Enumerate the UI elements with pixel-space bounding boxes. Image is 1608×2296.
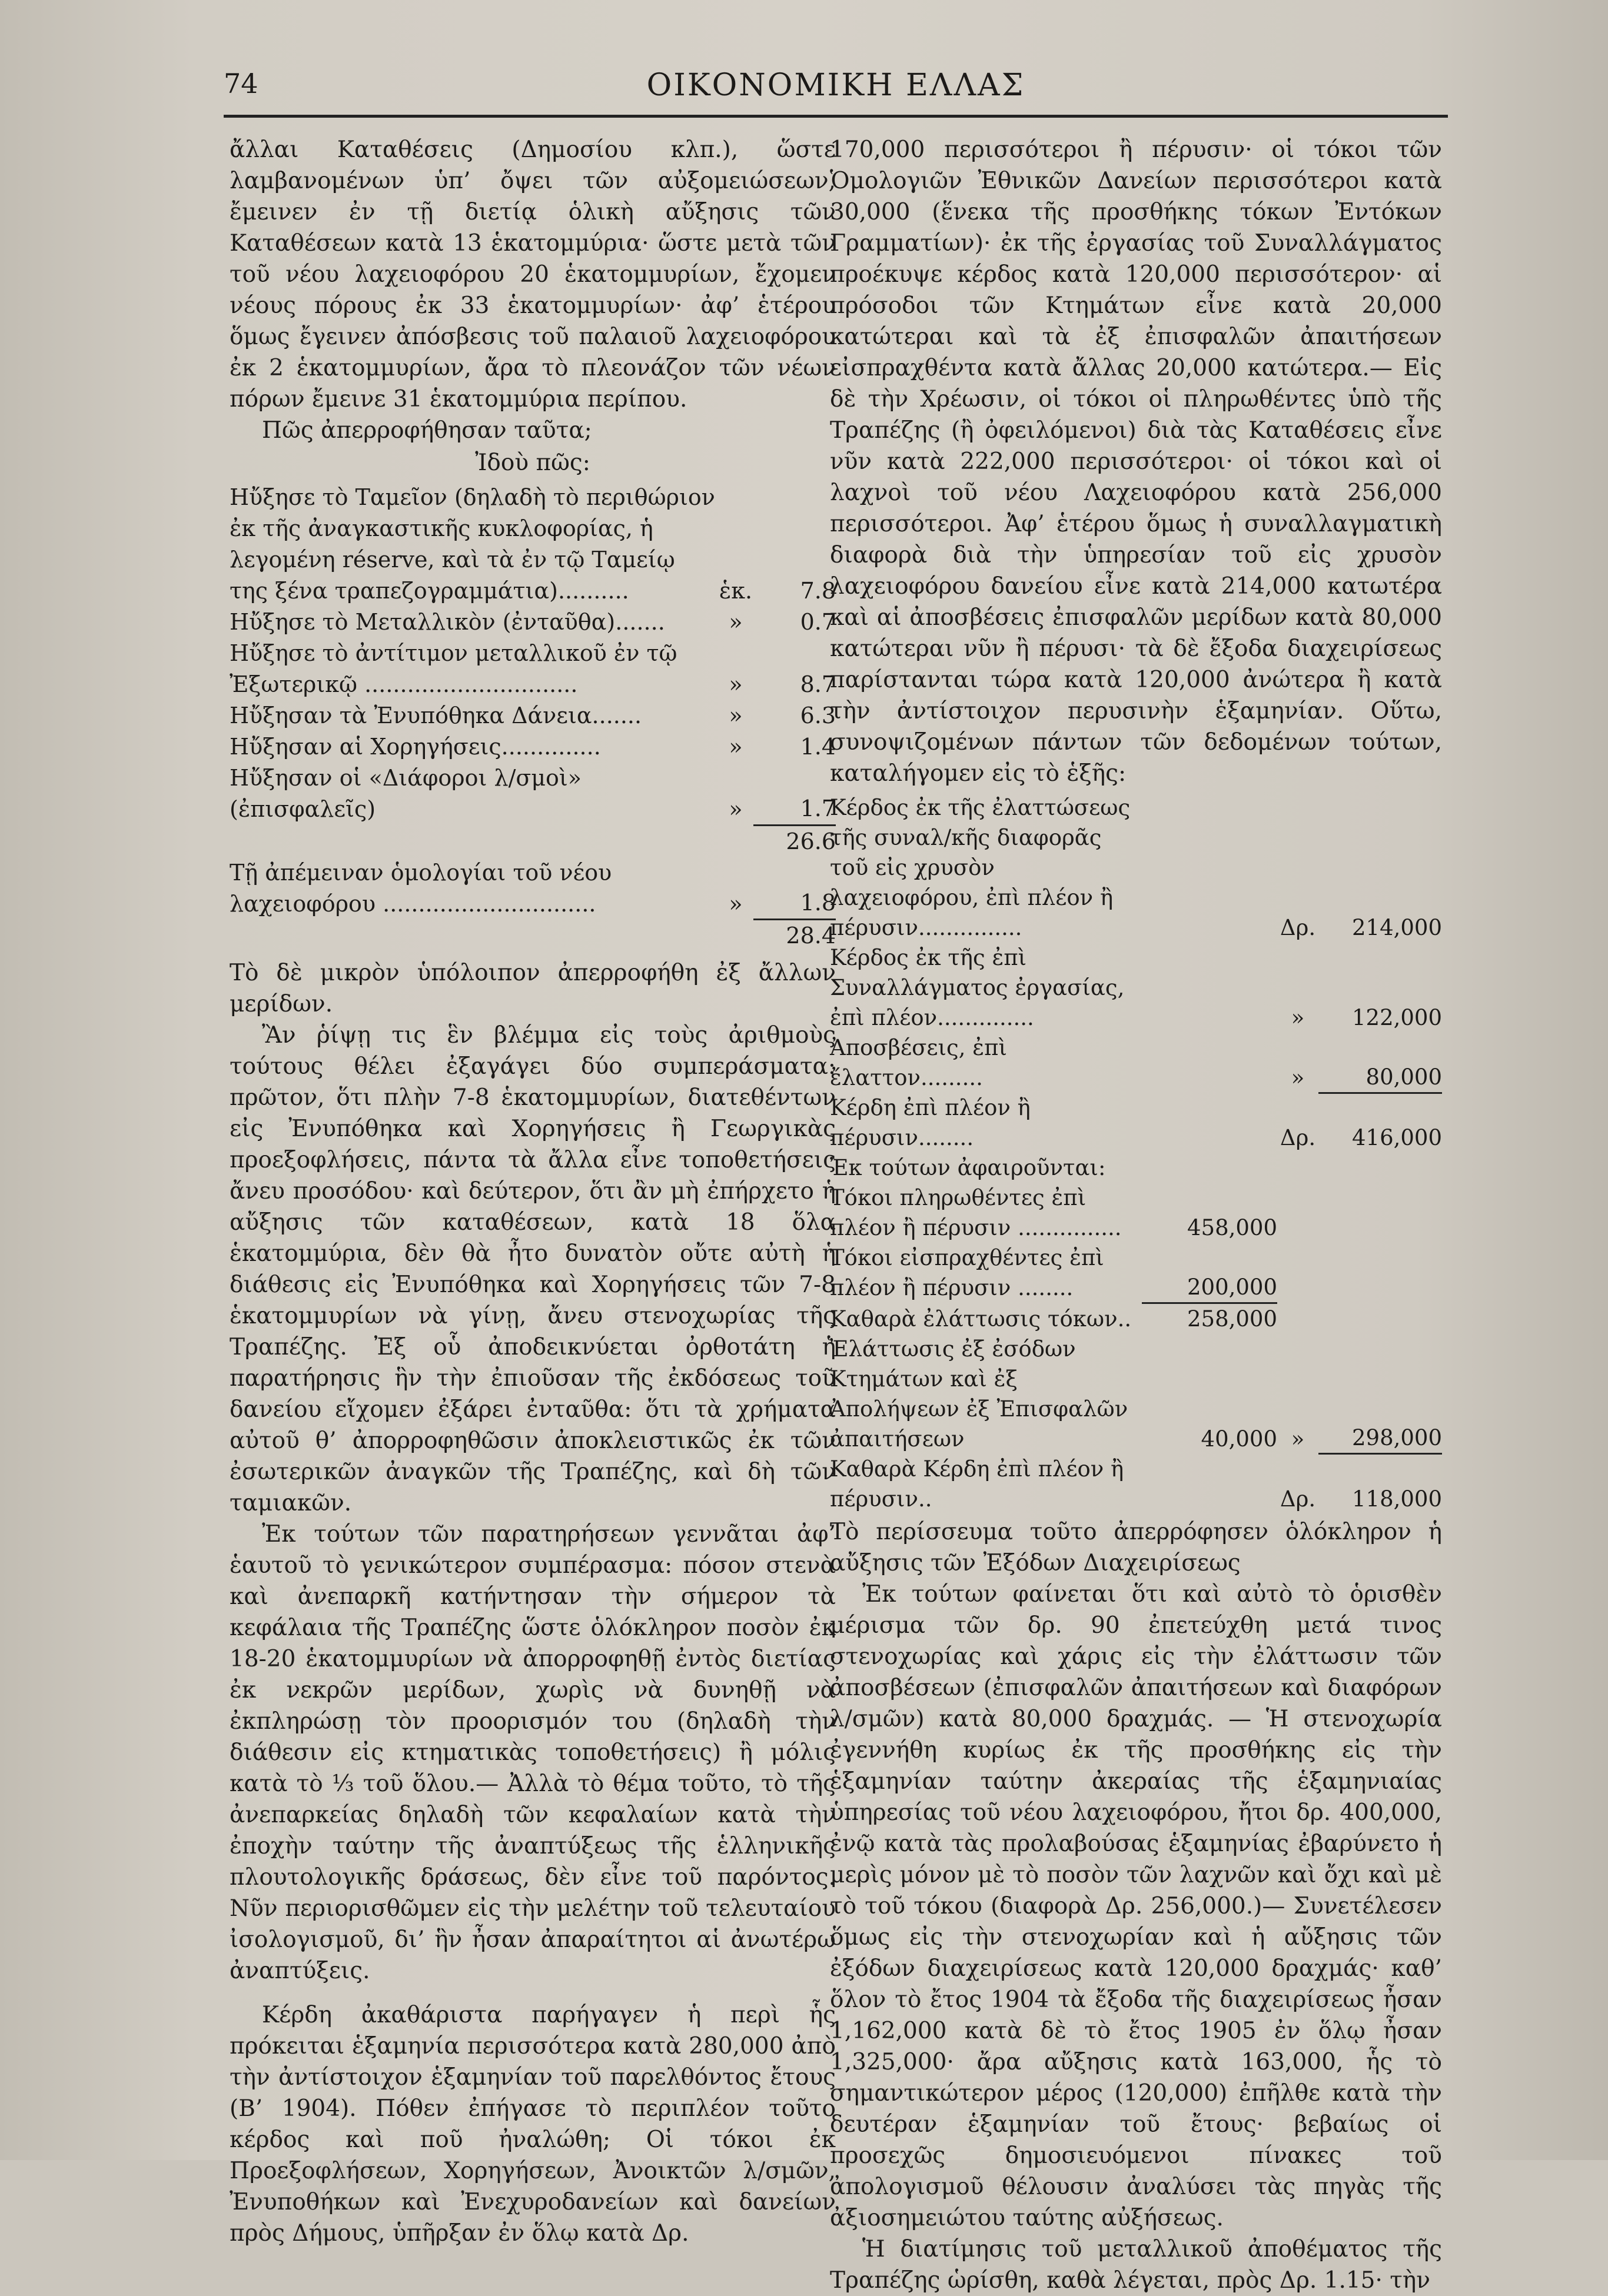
ledger-subtotal-row — [230, 825, 836, 857]
ledger-unit: » — [729, 609, 743, 635]
page-header — [224, 68, 1448, 115]
paragraph: Ἐκ τούτων τῶν παρατηρήσεων γεννᾶται ἀφ’ ἑαυτοῦ τὸ γενικώτερον συμπέρασμα: πόσον στενὰ καὶ ἀνεπαρκῆ κατήντησαν τὴν σήμερον τὰ κεφάλαια τῆς Τραπέζης ὥστε ὁλόκληρον ποσὸν ἐκ 18-20 ἑκατομμυρίων νὰ ἀπορροφηθῇ ἐντὸς διετίας ἐκ νεκρῶν μερίδων, χωρὶς νὰ δυνηθῇ νὰ ἐκπληρώσῃ τὸν προορισμόν του (δηλαδὴ τὴν διάθεσιν εἰς κτηματικὰς τοποθετήσεις) ἢ μόλις κατὰ τὸ ⅓ τοῦ ὅλου.— Ἀλλὰ τὸ θέμα τοῦτο, τὸ τῆς ἀνεπαρκείας δηλαδὴ τῶν κεφαλαίων κατὰ τὴν ἐποχὴν ταύτην τῆς ἀναπτύξεως τῆς ἑλληνικῆς πλουτολογικῆς δράσεως, δὲν εἶνε τοῦ παρόντος. Νῦν περιορισθῶμεν εἰς τὴν μελέτην τοῦ τελευταίου ἰσολογισμοῦ, δι’ ἣν ἦσαν ἀπαραίτητοι αἱ ἀνωτέρω ἀναπτύξεις. — [230, 1521, 836, 1984]
gain-label: Καθαρὰ ἐλάττωσις τόκων.. — [830, 1306, 1132, 1332]
ledger-total: 28.4 — [753, 920, 836, 952]
gain-subvalue — [1142, 1093, 1277, 1153]
absorption-ledger — [230, 482, 836, 951]
gain-label: Ἐλάττωσις ἐξ ἐσόδων Κτημάτων καὶ ἐξ Ἀπολήψεων ἐξ Ἐπισφαλῶν ἀπαιτήσεων — [830, 1336, 1128, 1452]
gain-value — [1318, 1243, 1442, 1303]
ledger-row — [230, 763, 836, 825]
gain-label: Τόκοι πληρωθέντες ἐπὶ πλέον ἢ πέρυσιν ............... — [830, 1185, 1122, 1240]
gain-subvalue: 200,000 — [1187, 1274, 1277, 1300]
gain-unit: » — [1291, 1426, 1305, 1452]
gain-unit: Δρ. — [1280, 1125, 1316, 1150]
ledger-unit: » — [729, 734, 743, 760]
gain-row — [830, 1303, 1442, 1334]
ledger-unit: » — [729, 671, 743, 697]
gain-row — [830, 1334, 1442, 1454]
ledger-unit: » — [729, 703, 743, 728]
gain-label: Τόκοι εἰσπραχθέντες ἐπὶ πλέον ἢ πέρυσιν ........ — [830, 1245, 1104, 1300]
gain-value: 416,000 — [1318, 1093, 1442, 1153]
gain-row — [830, 1093, 1442, 1153]
gain-summary-table — [830, 793, 1442, 1514]
gain-label: Ἐκ τούτων ἀφαιροῦνται: — [830, 1155, 1106, 1180]
gain-unit — [1277, 1303, 1318, 1334]
gain-label: Κέρδος ἐκ τῆς ἐπὶ Συναλλάγματος ἐργασίας, ἐπὶ πλέον.............. — [830, 945, 1125, 1030]
gain-subvalue — [1142, 943, 1277, 1033]
gain-unit: » — [1291, 1005, 1305, 1030]
gain-subvalue: 40,000 — [1201, 1426, 1277, 1452]
ledger-label: Ηὔξησε τὸ Ταμεῖον (δηλαδὴ τὸ περιθώριον ἐκ τῆς ἀναγκαστικῆς κυκλοφορίας, ἡ λεγομένη réserve, καὶ τὰ ἐν τῷ Ταμείῳ της ξένα τραπεζογραμμάτια).......... — [230, 484, 715, 604]
gain-value: 214,000 — [1351, 915, 1442, 940]
ledger-row — [230, 607, 836, 638]
ledger-value: 1.7 — [800, 795, 836, 821]
gain-unit: » — [1291, 1065, 1305, 1090]
gain-subvalue — [1142, 1153, 1277, 1183]
right-column — [830, 134, 1442, 2296]
ledger-total-row — [230, 920, 836, 952]
ledger-unit: ἑκ. — [719, 578, 753, 604]
gain-row — [830, 1033, 1442, 1093]
ledger-label: Τῇ ἀπέμειναν ὁμολογίαι τοῦ νέου λαχειοφόρου .............................. — [230, 859, 612, 917]
gain-subvalue: 458,000 — [1187, 1215, 1277, 1240]
gain-subvalue — [1142, 1033, 1277, 1093]
gain-label: Καθαρὰ Κέρδη ἐπὶ πλέον ἢ πέρυσιν.. — [830, 1456, 1124, 1512]
ledger-label: Ηὔξησε τὸ Μεταλλικὸν (ἐνταῦθα)....... — [230, 609, 665, 635]
ledger-value: 8.7 — [800, 671, 836, 697]
ledger-value: 7.8 — [800, 578, 836, 604]
gain-label: Ἀποσβέσεις, ἐπὶ ἔλαττον......... — [830, 1035, 1007, 1090]
ledger-label: Ηὔξησαν αἱ Χορηγήσεις.............. — [230, 734, 601, 760]
paragraph: Ἐκ τούτων φαίνεται ὅτι καὶ αὐτὸ τὸ ὁρισθὲν μέρισμα τῶν δρ. 90 ἐπετεύχθη μετά τινος στενοχωρίας καὶ χάρις εἰς τὴν ἐλάττωσιν τῶν ἀποσβέσεων (ἐπισφαλῶν ἀπαιτήσεων καὶ διαφόρων λ/σμῶν) κατὰ 80,000 δραχμάς. — Ἡ στενοχωρία ἐγεννήθη κυρίως ἐκ τῆς προσθήκης εἰς τὴν ἑξαμηνίαν ταύτην ἀκεραίας τῆς ἑξαμηνιαίας ὑπηρεσίας τοῦ νέου λαχειοφόρου, ἤτοι δρ. 400,000, ἐνῷ κατὰ τὰς προλαβούσας ἑξαμηνίας ἐβαρύνετο ἡ μερὶς μόνον μὲ τὸ ποσὸν τῶν λαχνῶν καὶ ὄχι καὶ μὲ τὸ τοῦ τόκου (διαφορὰ Δρ. 256,000.)— Συνετέλεσεν ὅμως εἰς τὴν στενοχωρίαν καὶ ἡ αὔξησις τῶν ἐξόδων διαχειρίσεως κατὰ 120,000 δραχμάς· καθ’ ὅλον τὸ ἔτος 1904 τὰ ἔξοδα τῆς διαχειρίσεως ἦσαν 1,162,000 κατὰ δὲ τὸ ἔτος 1905 ἐν ὅλῳ ἦσαν 1,325,000· ἄρα αὔξησις κατὰ 163,000, ἧς τὸ σημαντικώτερον μέρος (120,000) ἐπῆλθε κατὰ τὴν δευτέραν ἑξαμηνίαν τοῦ ἔτους· βεβαίως οἱ προσεχῶς δημοσιευόμενοι πίνακες τοῦ ἀπολογισμοῦ θέλουσιν ἀναλύσει τὰς πηγὰς τῆς ἀξιοσημειώτου ταύτης αὐξήσεως. — [830, 1580, 1442, 2231]
gain-unit — [1277, 1153, 1318, 1183]
gain-subvalue — [1142, 793, 1277, 943]
ledger-value: 0.7 — [800, 609, 836, 635]
gain-value: 118,000 — [1318, 1454, 1442, 1514]
gain-row — [830, 1454, 1442, 1514]
left-column — [230, 134, 836, 2249]
ledger-subtotal: 26.6 — [753, 825, 836, 857]
gain-row — [830, 1183, 1442, 1243]
gain-value — [1318, 1183, 1442, 1243]
ledger-unit: » — [729, 796, 743, 822]
gain-value: 122,000 — [1351, 1005, 1442, 1030]
ledger-label: Ηὔξησαν τὰ Ἐνυπόθηκα Δάνεια....... — [230, 703, 642, 728]
ledger-value: 6.3 — [800, 703, 836, 728]
gain-label: Κέρδη ἐπὶ πλέον ἢ πέρυσιν........ — [830, 1095, 1031, 1150]
gain-row — [830, 943, 1442, 1033]
ledger-value: 1.4 — [800, 734, 836, 760]
gain-unit: Δρ. — [1280, 1486, 1316, 1512]
ledger-unit: » — [729, 890, 743, 917]
paragraph: Πῶς ἀπερροφήθησαν ταῦτα; — [262, 417, 592, 444]
paragraph: ἄλλαι Καταθέσεις (Δημοσίου κλπ.), ὥστε λαμβανομένων ὑπ’ ὄψει τῶν αὐξομειώσεων, ἔμεινεν ἐν τῇ διετίᾳ ὁλικὴ αὔξησις τῶν Καταθέσεων κατὰ 13 ἑκατομμύρια· ὥστε μετὰ τῶν τοῦ νέου λαχειοφόρου 20 ἑκατομμυρίων, ἔχομεν νέους πόρους ἐκ 33 ἑκατομμυρίων· ἀφ’ ἑτέρου ὅμως ἔγεινεν ἀπόσβεσις τοῦ παλαιοῦ λαχειοφόρου ἐκ 2 ἑκατομμυρίων, ἄρα τὸ πλεονάζον τῶν νέων πόρων ἔμεινε 31 ἑκατομμύρια περίπου. — [230, 137, 836, 412]
paragraph: Ἂν ῥίψῃ τις ἓν βλέμμα εἰς τοὺς ἀριθμοὺς τούτους θέλει ἐξαγάγει δύο συμπεράσματα: πρῶτον, ὅτι πλὴν 7-8 ἑκατομμυρίων, διατεθέντων εἰς Ἐνυπόθηκα καὶ Χορηγήσεις ἢ Γεωργικὰς προεξοφλήσεις, πάντα τὰ ἄλλα εἶνε τοποθετήσεις ἄνευ προσόδου· καὶ δεύτερον, ὅτι ἂν μὴ ἐπήρχετο ἡ αὔξησις τῶν καταθέσεων, κατὰ 18 ὅλα ἑκατομμύρια, δὲν θὰ ἦτο δυνατὸν οὔτε αὐτὴ ἡ διάθεσις εἰς Ἐνυπόθηκα καὶ Χορηγήσεις τῶν 7-8 ἑκατομμυρίων νὰ γίνῃ, ἄνευ στενοχωρίας τῆς Τραπέζης. Ἐξ οὗ ἀποδεικνύεται ὀρθοτάτη ἡ παρατήρησις ἣν τὴν ἐπιοῦσαν τῆς ἐκδόσεως τοῦ δανείου εἴχομεν ἐξάρει ἐνταῦθα: ὅτι τὰ χρήματα αὐτοῦ θ’ ἀπορροφηθῶσιν ἀποκλειστικῶς ἐκ τῶν ἐσωτερικῶν ἀναγκῶν τῆς Τραπέζης, καὶ δὴ τῶν ταμιακῶν. — [230, 1022, 836, 1516]
ledger-row — [230, 857, 836, 920]
page-number: 74 — [224, 68, 258, 99]
header-rule — [224, 115, 1448, 118]
paragraph: Τὸ περίσσευμα τοῦτο ἀπερρόφησεν ὁλόκληρον ἡ αὔξησις τῶν Ἐξόδων Διαχειρίσεως — [830, 1518, 1442, 1576]
gain-row — [830, 793, 1442, 943]
running-title: ΟΙΚΟΝΟΜΙΚΗ ΕΛΛΑΣ — [646, 68, 1025, 103]
gain-value: 298,000 — [1351, 1425, 1442, 1450]
ledger-row — [230, 700, 836, 731]
paragraph: Τὸ δὲ μικρὸν ὑπόλοιπον ἀπερροφήθη ἐξ ἄλλων μερίδων. — [230, 960, 836, 1017]
paragraph: Κέρδη ἀκαθάριστα παρήγαγεν ἡ περὶ ἧς πρόκειται ἑξαμηνία περισσότερα κατὰ 280,000 ἀπὸ τὴν ἀντίστοιχον ἑξαμηνίαν τοῦ παρελθόντος ἔτους (Β’ 1904). Πόθεν ἐπήγασε τὸ περιπλέον τοῦτο κέρδος καὶ ποῦ ἠναλώθη; Οἱ τόκοι ἐκ Προεξοφλήσεων, Χορηγήσεων, Ἀνοικτῶν λ/σμῶν, Ἐνυποθήκων καὶ Ἐνεχυροδανείων καὶ δανείων πρὸς Δήμους, ὑπῆρξαν ἐν ὅλῳ κατὰ Δρ. — [230, 2002, 836, 2247]
ledger-row — [230, 482, 836, 607]
gain-label: Κέρδος ἐκ τῆς ἐλαττώσεως τῆς συναλ/κῆς διαφορᾶς τοῦ εἰς χρυσὸν λαχειοφόρου, ἐπὶ πλέον ἢ πέρυσιν............... — [830, 795, 1131, 940]
ledger-label: Ηὔξησε τὸ ἀντίτιμον μεταλλικοῦ ἐν τῷ Ἐξωτερικῷ .............................. — [230, 640, 677, 697]
gain-row — [830, 1153, 1442, 1183]
gain-value — [1318, 1303, 1442, 1334]
gain-subvalue — [1142, 1454, 1277, 1514]
ledger-row — [230, 731, 836, 763]
gain-subvalue: 258,000 — [1142, 1303, 1277, 1334]
gain-unit: Δρ. — [1280, 915, 1316, 940]
gain-value: 80,000 — [1366, 1064, 1442, 1090]
gain-unit — [1277, 1243, 1318, 1303]
gain-value — [1318, 1153, 1442, 1183]
paragraph: 170,000 περισσότεροι ἢ πέρυσιν· οἱ τόκοι τῶν Ὁμολογιῶν Ἐθνικῶν Δανείων περισσότεροι κατὰ 30,000 (ἕνεκα τῆς προσθήκης τόκων Ἐντόκων Γραμματίων)· ἐκ τῆς ἐργασίας τοῦ Συναλλάγματος προέκυψε κέρδος κατὰ 120,000 περισσότερον· αἱ πρόσοδοι τῶν Κτημάτων εἶνε κατὰ 20,000 κατώτεραι καὶ τὰ ἐξ ἐπισφαλῶν ἀπαιτήσεων εἰσπραχθέντα κατὰ ἄλλας 20,000 κατώτερα.— Εἰς δὲ τὴν Χρέωσιν, οἱ τόκοι οἱ πληρωθέντες ὑπὸ τῆς Τραπέζης (ἢ ὀφειλόμενοι) διὰ τὰς Καταθέσεις εἶνε νῦν κατὰ 222,000 περισσότεροι· οἱ τόκοι καὶ οἱ λαχνοὶ τοῦ νέου Λαχειοφόρου κατὰ 256,000 περισσότεροι. Ἀφ’ ἑτέρου ὅμως ἡ συναλλαγματικὴ διαφορὰ διὰ τὴν ὑπηρεσίαν τοῦ εἰς χρυσὸν λαχειοφόρου δανείου εἶνε κατὰ 214,000 κατωτέρα καὶ αἱ ἀποσβέσεις ἐπισφαλῶν μερίδων κατὰ 80,000 κατώτεραι νῦν ἢ πέρυσι· τὰ δὲ ἔξοδα διαχειρίσεως παρίστανται τώρα κατὰ 120,000 ἀνώτερα ἢ κατὰ τὴν ἀντίστοιχον περυσινὴν ἑξαμηνίαν. Οὕτω, συνοψιζομένων πάντων τῶν δεδομένων τούτων, καταλήγομεν εἰς τὸ ἑξῆς: — [830, 137, 1442, 787]
paragraph: Ἰδοὺ πῶς: — [475, 450, 590, 476]
paragraph: Ἡ διατίμησις τοῦ μεταλλικοῦ ἀποθέματος τῆς Τραπέζης ὡρίσθη, καθὰ λέγεται, πρὸς Δρ. 1.15· τὴν — [830, 2235, 1442, 2294]
ledger-value: 1.8 — [800, 890, 836, 916]
ledger-row — [230, 638, 836, 700]
gain-row — [830, 1243, 1442, 1303]
ledger-label: Ηὔξησαν οἱ «Διάφοροι λ/σμοὶ» (ἐπισφαλεῖς) — [230, 765, 582, 822]
gain-unit — [1277, 1183, 1318, 1243]
